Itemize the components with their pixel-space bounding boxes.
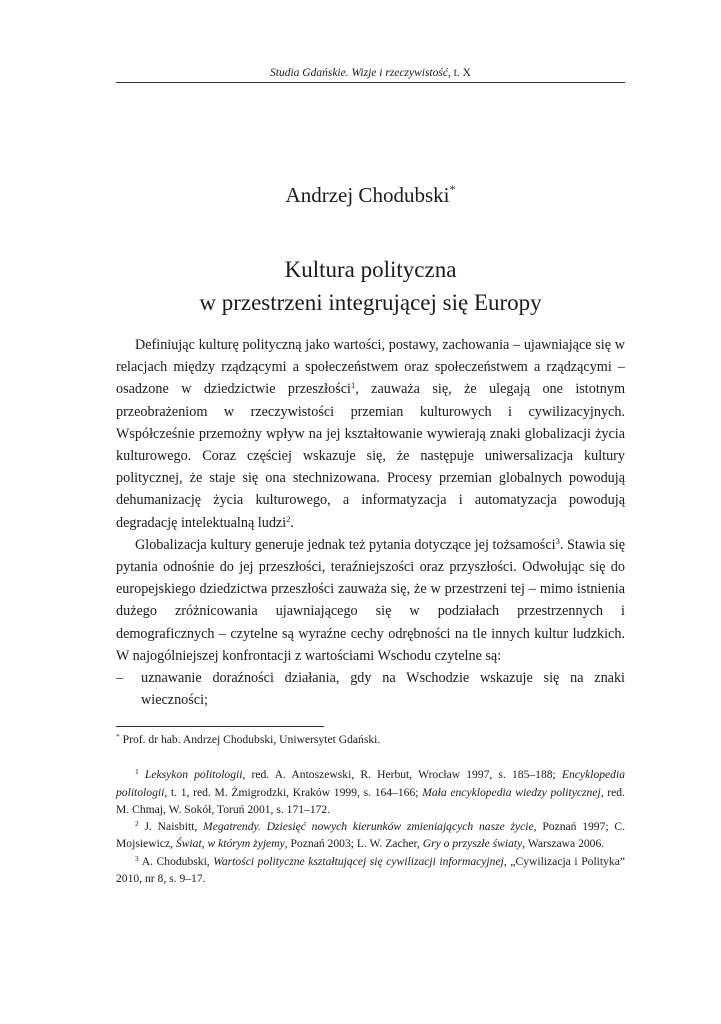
citation-text: , Warszawa 2006. xyxy=(522,837,605,851)
footnotes xyxy=(116,731,625,887)
author-affiliation-note xyxy=(116,731,625,748)
cited-title: Encyklopedia politologii xyxy=(116,768,625,799)
cited-title: Mała encyklopedia wiedzy politycznej xyxy=(422,785,601,799)
paragraph-text: , zauważa się, że ulegają one istotnym przeobrażeniom w rzeczywistości przemian kulturowych i cywilizacyjnych. Współcześnie przemożny wpływ na jej kształtowanie wywierają znaki globalizacji życia kulturowego. Coraz częściej wskazuje się, że następuje uniwersalizacja kultury politycznej, że staje się ona stechnizowana. Procesy przemian globalnych powodują dehumanizację życia kulturowego, a informatyzacja i automatyzacja powodują degradację intelektualną ludzi xyxy=(116,381,625,531)
citation-text: , „Cywilizacja i Polityka” 2010, nr 8, s. 9–17. xyxy=(116,854,626,886)
footnote-number: 1 xyxy=(135,767,139,777)
body-paragraph-1 xyxy=(116,334,625,534)
article-body xyxy=(116,334,625,711)
cited-title: Wartości polityczne kształtującej się cywilizacji informacyjnej xyxy=(213,854,504,868)
paragraph-text: Globalizacja kultury generuje jednak też pytania dotyczące jej tożsamości xyxy=(135,536,556,553)
paragraph-text: . xyxy=(290,514,294,531)
cited-title: Świat, w którym żyjemy xyxy=(175,837,285,851)
article-title xyxy=(116,253,625,319)
list-dash: – xyxy=(116,670,124,687)
footnote-ref-1[interactable]: 1 xyxy=(350,380,356,391)
citation-text: , Poznań 2003; L. W. Zacher, xyxy=(284,837,423,851)
cited-title: Gry o przyszłe światy xyxy=(422,837,523,851)
body-paragraph-2 xyxy=(116,534,625,667)
footnote-2 xyxy=(116,818,625,853)
author-byline xyxy=(116,182,625,208)
running-head xyxy=(116,66,625,80)
footnote-3 xyxy=(116,853,625,888)
citation-text: , red. A. Antoszewski, R. Herbut, Wrocław 1997, s. 185–188; xyxy=(242,768,562,782)
footnote-number: 3 xyxy=(135,853,139,863)
citation-text: J. Naisbitt, xyxy=(138,820,204,834)
citation-text: , t. 1, red. M. Żmigrodzki, Kraków 1999, s. 164–166; xyxy=(164,785,423,799)
footnote-number: 2 xyxy=(135,819,139,829)
paragraph-text: . Stawia się pytania odnośnie do jej przeszłości, teraźniejszości oraz przyszłości. Odwołując się do europejskiego dziedzictwa przeszłości zauważa się, że w przestrzeni tej – mimo istnienia dużego zróżnicowania ujawniającego się w podziałach przestrzennych i demograficznych – czytelne są wyraźne cechy odrębności na tle innych kultur ludzkich. W najogólniejszej konfrontacji z wartościami Wschodu czytelne są: xyxy=(116,536,625,664)
list-item xyxy=(116,667,625,711)
cited-title: Megatrendy. Dziesięć nowych kierunków zmieniających nasze życie xyxy=(203,820,534,834)
paragraph-text: Definiując kulturę polityczną jako wartości, postawy, zachowania – ujawniające się w relacjach między rządzącymi a społeczeństwem oraz społeczeństwem a rządzącymi – osadzone w dziedzictwie przeszłości xyxy=(116,337,625,398)
citation-text: , Poznań 1997; C. Mojsiewicz, xyxy=(116,820,626,851)
list-item-text: uznawanie doraźności działania, gdy na Wschodzie wskazuje się na znaki wieczności; xyxy=(141,670,625,709)
footnote-ref-2[interactable]: 2 xyxy=(286,513,291,524)
footnote-separator xyxy=(116,726,324,727)
footnote-ref-3[interactable]: 3 xyxy=(555,535,560,546)
header-rule xyxy=(116,82,625,83)
title-line-1: Kultura polityczna xyxy=(284,257,457,282)
citation-text: , red. M. Chmaj, W. Sokół, Toruń 2001, s. 171–172. xyxy=(116,785,626,816)
title-line-2: w przestrzeni integrującej się Europy xyxy=(199,290,542,315)
citation-text: A. Chodubski, xyxy=(138,854,214,868)
author-note-text: Prof. dr hab. Andrzej Chodubski, Uniwersytet Gdański. xyxy=(119,733,381,746)
cited-title: Leksykon politologii xyxy=(144,768,243,782)
author-footnote-marker[interactable]: * xyxy=(449,182,456,196)
author-name: Andrzej Chodubski xyxy=(285,183,450,207)
running-head-volume: , t. X xyxy=(447,67,471,79)
running-head-journal: Studia Gdańskie. Wizje i rzeczywistość xyxy=(270,67,448,79)
footnote-1 xyxy=(116,766,625,818)
author-note-marker: * xyxy=(116,732,120,741)
